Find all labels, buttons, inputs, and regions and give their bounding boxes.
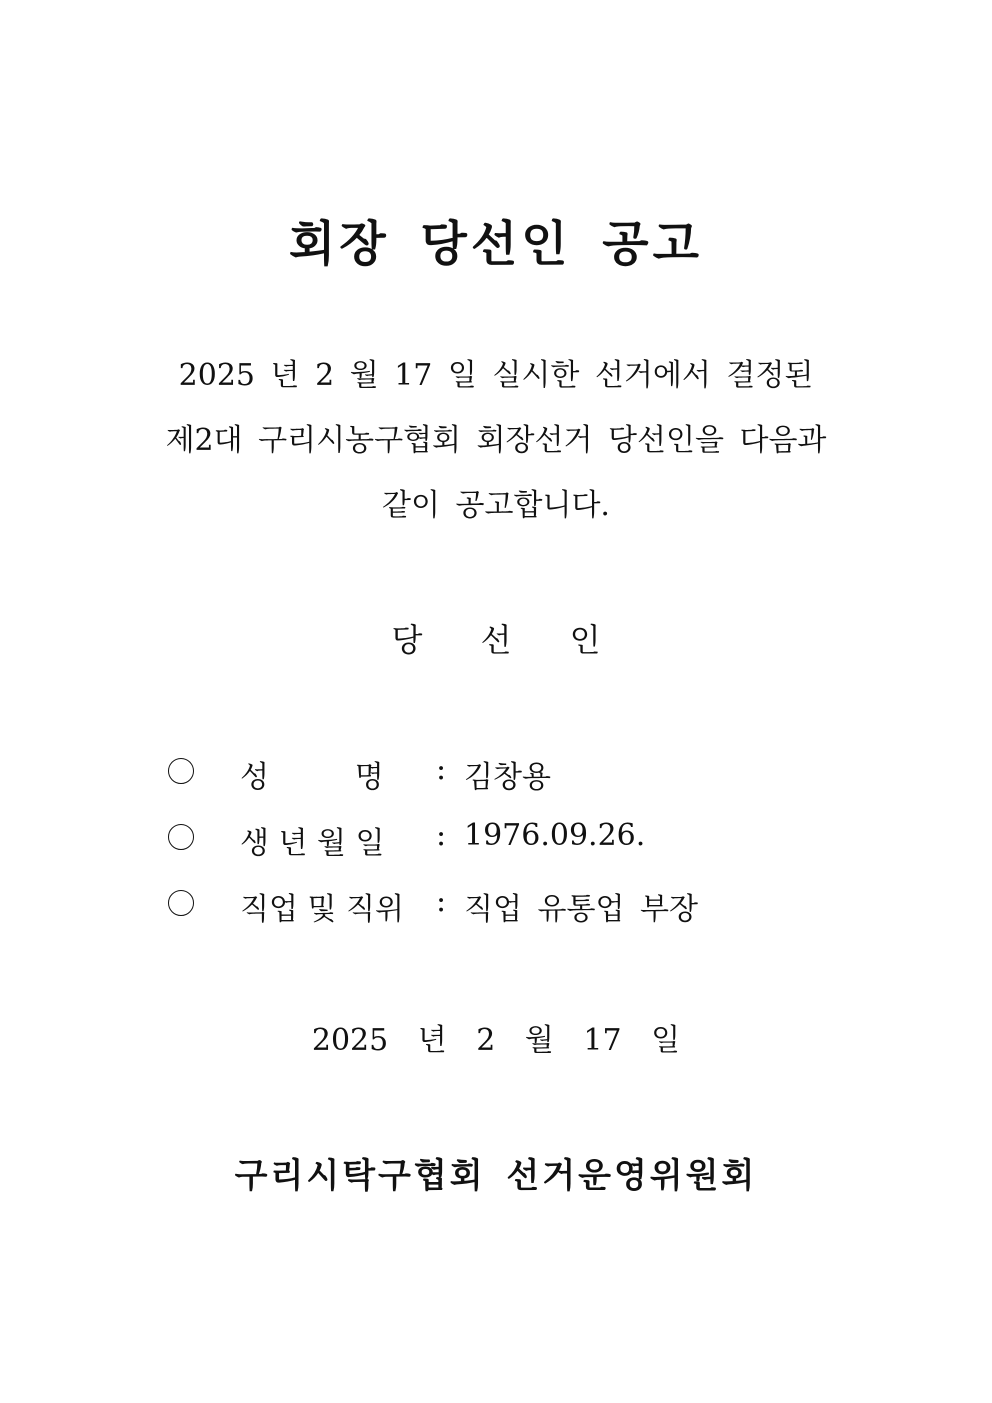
detail-colon: : xyxy=(436,752,447,787)
detail-label: 성 명 xyxy=(240,760,384,795)
issuing-organization: 구리시탁구협회 선거운영위원회 xyxy=(234,1156,758,1196)
section-heading: 당 선 인 xyxy=(391,621,601,659)
detail-row-birthdate xyxy=(0,818,992,861)
detail-label: 직업 및 직위 xyxy=(240,892,404,927)
detail-value: 1976.09.26. xyxy=(464,818,646,853)
detail-value: 직업 유통업 부장 xyxy=(464,892,698,927)
circle-bullet-icon xyxy=(168,824,194,850)
detail-value: 김창용 xyxy=(464,760,551,795)
body-text-line-2: 제2대 구리시농구협회 회장선거 당선인을 다음과 xyxy=(165,423,827,458)
announcement-date: 2025 년 2 월 17 일 xyxy=(311,1023,681,1058)
detail-colon: : xyxy=(436,884,447,919)
body-text-line-3: 같이 공고합니다. xyxy=(382,488,610,523)
detail-row-occupation xyxy=(0,884,992,927)
detail-row-name xyxy=(0,752,992,795)
detail-label: 생 년 월 일 xyxy=(240,826,385,861)
circle-bullet-icon xyxy=(168,758,194,784)
detail-colon: : xyxy=(436,818,447,853)
circle-bullet-icon xyxy=(168,890,194,916)
document-title: 회장 당선인 공고 xyxy=(289,216,703,272)
body-text-line-1: 2025 년 2 월 17 일 실시한 선거에서 결정된 xyxy=(178,358,814,393)
